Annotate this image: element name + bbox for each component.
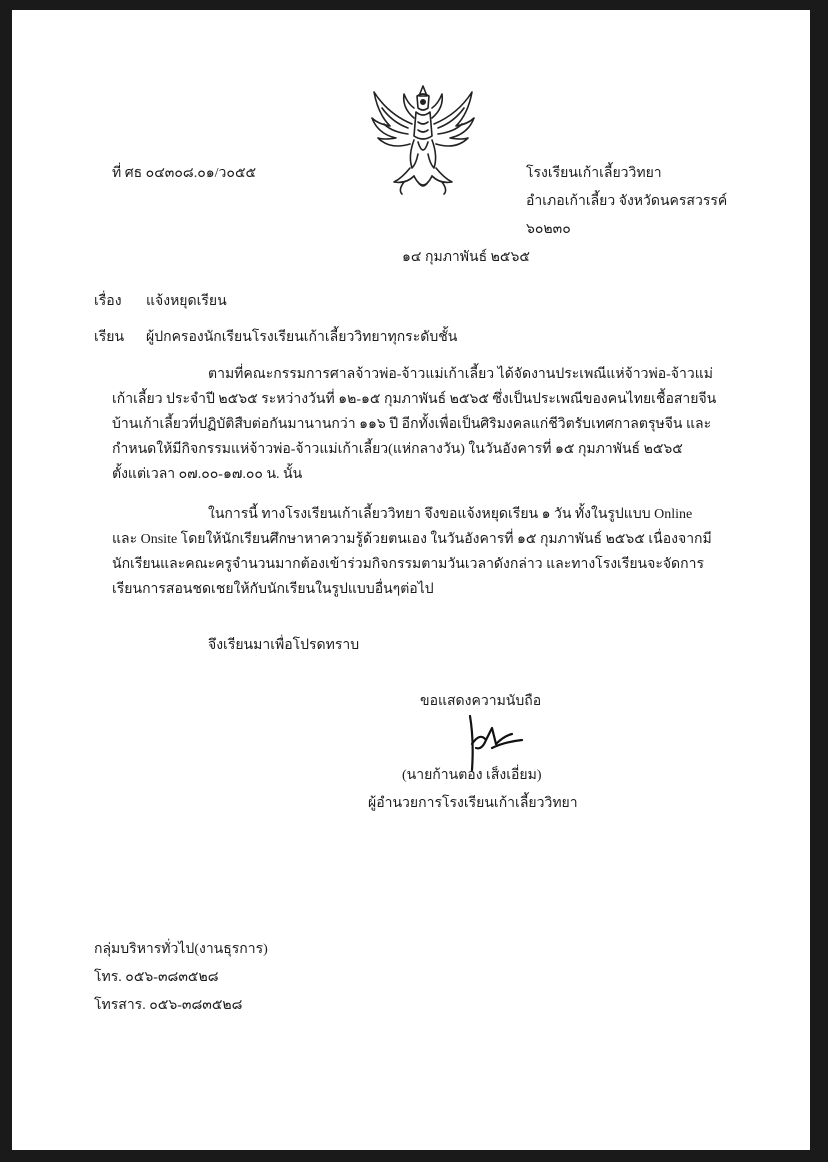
body-paragraph-2 bbox=[112, 502, 720, 602]
phone-number: โทร. ๐๕๖-๓๘๓๕๒๘ bbox=[94, 970, 219, 985]
handwritten-signature bbox=[452, 710, 552, 774]
signatory-position: ผู้อำนวยการโรงเรียนเก้าเลี้ยววิทยา bbox=[368, 796, 578, 811]
body-paragraph-1-text: ตามที่คณะกรรมการศาลจ้าวพ่อ-จ้าวแม่เก้าเลี้ยว ได้จัดงานประเพณีแห่จ้าวพ่อ-จ้าวแม่เก้าเลี้ยว ประจำปี ๒๕๖๕ ระหว่างวันที่ ๑๒-๑๕ กุมภาพันธ์ ๒๕๖๕ ซึ่งเป็นประเพณีของคนไทยเชื้อสายจีนบ้านเก้าเลี้ยวที่ปฏิบัติสืบต่อกันมานานกว่า ๑๑๖ ปี อีกทั้งเพื่อเป็นศิริมงคลแก่ชีวิตรับเทศกาลตรุษจีน และกำหนดให้มีกิจกรรมแห่จ้าวพ่อ-จ้าวแม่เก้าเลี้ยว(แห่กลางวัน) ในวันอังคารที่ ๑๕ กุมภาพันธ์ ๒๕๖๕ ตั้งแต่เวลา ๐๗.๐๐-๑๗.๐๐ น. นั้น bbox=[112, 367, 717, 482]
reference-number: ที่ ศธ ๐๔๓๐๘.๐๑/ว๐๕๕ bbox=[112, 166, 257, 181]
department-name: กลุ่มบริหารทั่วไป(งานธุรการ) bbox=[94, 942, 268, 957]
recipient-text: ผู้ปกครองนักเรียนโรงเรียนเก้าเลี้ยววิทยาทุกระดับชั้น bbox=[146, 330, 458, 345]
school-name: โรงเรียนเก้าเลี้ยววิทยา bbox=[526, 166, 662, 181]
subject-label: เรื่อง bbox=[94, 294, 122, 309]
fax-number: โทรสาร. ๐๕๖-๓๘๓๕๒๘ bbox=[94, 998, 243, 1013]
signatory-name: (นายก้านตอง เส็งเอี่ยม) bbox=[402, 768, 542, 783]
letter-date: ๑๔ กุมภาพันธ์ ๒๕๖๕ bbox=[402, 250, 530, 265]
school-address: อำเภอเก้าเลี้ยว จังหวัดนครสวรรค์ bbox=[526, 194, 728, 209]
body-paragraph-2-text: ในการนี้ ทางโรงเรียนเก้าเลี้ยววิทยา จึงขอแจ้งหยุดเรียน ๑ วัน ทั้งในรูปแบบ Online และ Onsite โดยให้นักเรียนศึกษาหาความรู้ด้วยตนเอง ในวันอังคารที่ ๑๕ กุมภาพันธ์ ๒๕๖๕ เนื่องจากมีนักเรียนและคณะครูจำนวนมากต้องเข้าร่วมกิจกรรมตามวันเวลาดังกล่าว และทางโรงเรียนจะจัดการเรียนการสอนชดเชยให้กับนักเรียนในรูปแบบอื่นๆต่อไป bbox=[112, 507, 712, 597]
letter-page bbox=[12, 10, 810, 1150]
recipient-label: เรียน bbox=[94, 330, 125, 345]
postal-code: ๖๐๒๓๐ bbox=[526, 222, 571, 237]
closing-line: จึงเรียนมาเพื่อโปรดทราบ bbox=[208, 638, 360, 653]
body-paragraph-1 bbox=[112, 362, 720, 487]
regards-text: ขอแสดงความนับถือ bbox=[420, 694, 542, 709]
garuda-emblem-icon bbox=[368, 78, 478, 200]
subject-text: แจ้งหยุดเรียน bbox=[146, 294, 227, 309]
